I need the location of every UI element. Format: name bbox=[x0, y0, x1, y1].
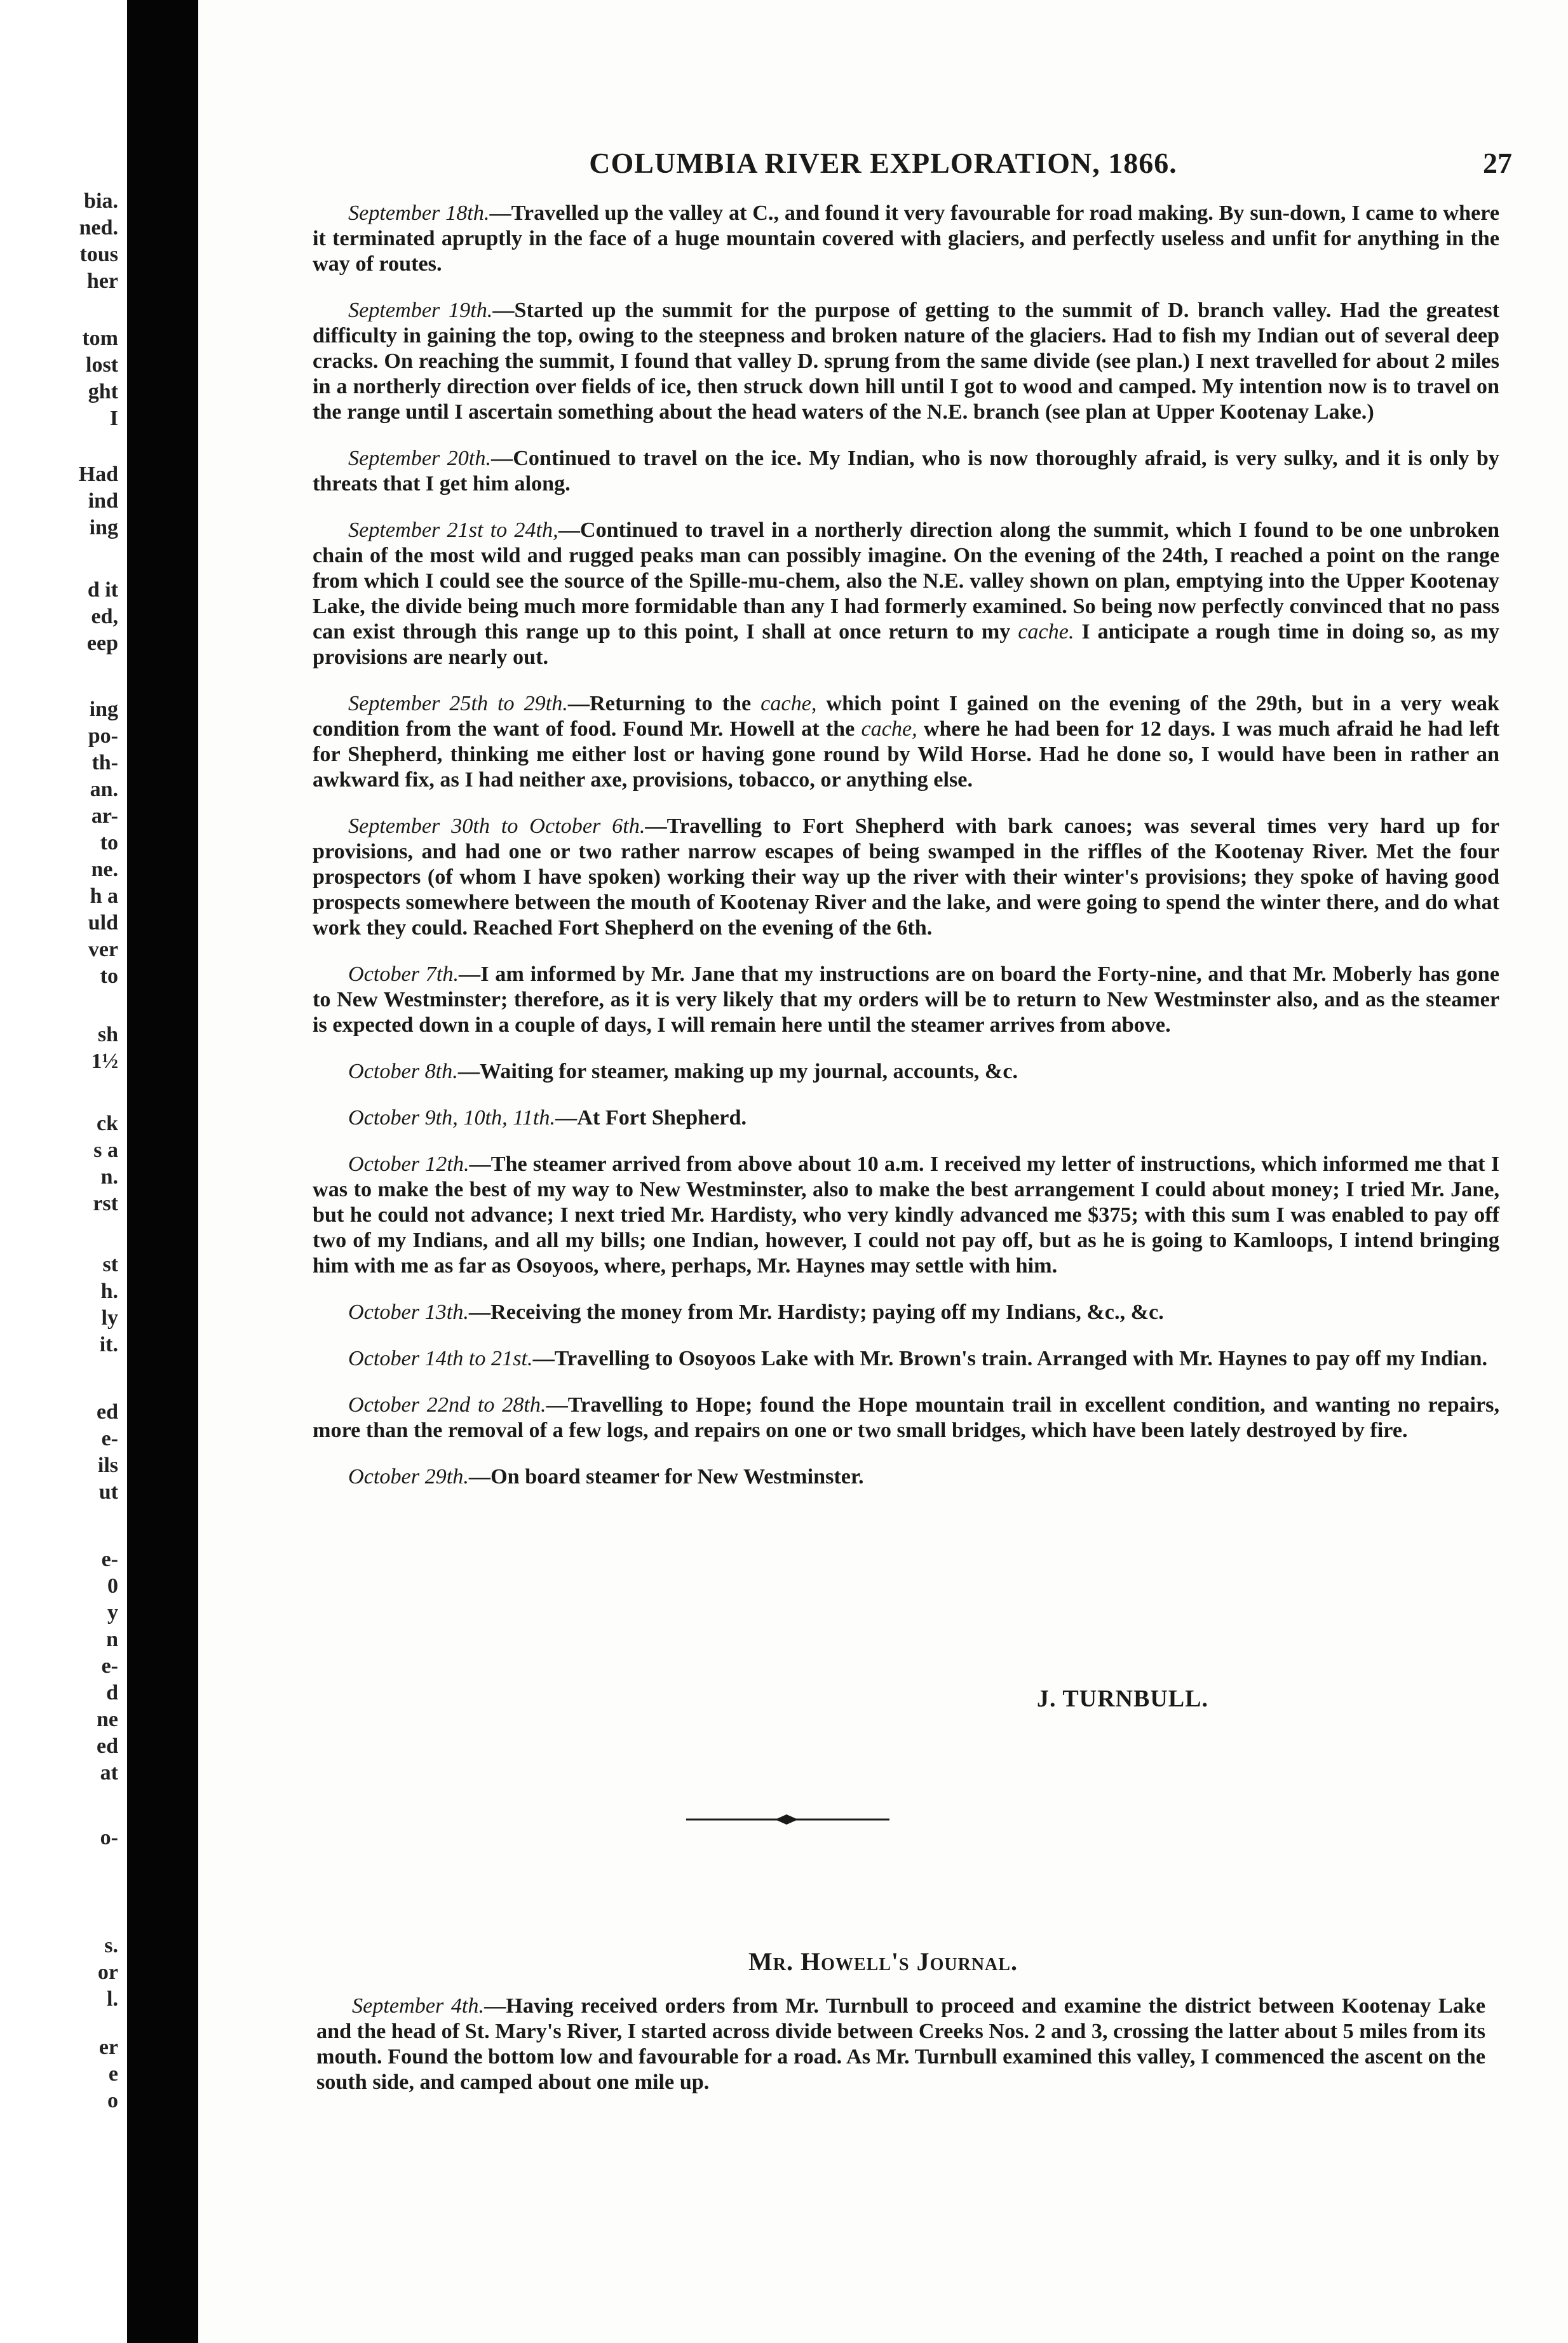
entry-date: October 12th. bbox=[348, 1152, 470, 1176]
signature: J. TURNBULL. bbox=[1037, 1685, 1208, 1712]
entry-date: September 4th. bbox=[352, 1994, 485, 2018]
entry-date: October 29th. bbox=[348, 1465, 469, 1489]
adjacent-page-fragment: to bbox=[100, 964, 118, 988]
adjacent-page-fragment: eep bbox=[86, 631, 118, 655]
adjacent-page-fragment: an. bbox=[90, 778, 118, 801]
adjacent-page-fragment: 0 bbox=[107, 1574, 118, 1598]
adjacent-page-fragment: ed bbox=[97, 1400, 118, 1424]
adjacent-page-fragment: her bbox=[86, 269, 118, 293]
entry-text: —Having received orders from Mr. Turnbull to proceed and examine the district between Kootenay Lake and the head of St. Mary's River, I started across divide between Creeks Nos. 2 and 3, crossing the latter about 5 miles from its mouth. Found the bottom low and favourable for a road. As Mr. Turnbull examined this valley, I commenced the ascent on the south side, and camped about one mile up. bbox=[316, 1994, 1485, 2094]
adjacent-page-fragment: y bbox=[107, 1601, 118, 1624]
journal-entry bbox=[316, 1994, 1485, 2095]
adjacent-page-fragment: n bbox=[106, 1628, 118, 1651]
entry-date: October 22nd to 28th. bbox=[348, 1393, 546, 1417]
adjacent-page-fragment: h. bbox=[100, 1280, 118, 1303]
entry-text: —Continued to travel in a northerly direction along the summit, which I found to be one unbroken chain of the most wild and rugged peaks man can possibly imagine. On the evening of the 24th, I reached a point on the range from which I could see the source of the Spille-mu-chem, also the N.E. valley shown on plan, emptying into the Upper Kootenay Lake, the divide being much more formidable than any I had formerly examined. So being now perfectly convinced that no pass can exist through this range up to this point, I shall at once return to my bbox=[313, 518, 1499, 644]
adjacent-page-fragment: l. bbox=[107, 1987, 118, 2011]
adjacent-page-fragment: o- bbox=[100, 1826, 118, 1849]
adjacent-page-fragment: ar- bbox=[91, 804, 118, 828]
entry-date: September 19th. bbox=[348, 299, 493, 322]
adjacent-page-fragment: ind bbox=[88, 489, 118, 513]
adjacent-page-fragment: ed bbox=[97, 1734, 118, 1758]
adjacent-page-fragment: d it bbox=[87, 578, 118, 602]
diary-entry bbox=[313, 1346, 1499, 1372]
adjacent-page-fragment: st bbox=[102, 1253, 118, 1276]
adjacent-page-fragment: po- bbox=[88, 724, 118, 748]
entry-text: —At Fort Shepherd. bbox=[555, 1106, 747, 1130]
adjacent-page-fragment: uld bbox=[88, 911, 118, 935]
running-title: COLUMBIA RIVER EXPLORATION, 1866. bbox=[589, 147, 1177, 179]
diary-entry bbox=[313, 691, 1499, 793]
diary-entry bbox=[313, 446, 1499, 497]
adjacent-page-fragment: e- bbox=[101, 1427, 118, 1450]
entry-date: September 20th. bbox=[348, 447, 491, 470]
section-divider-ornament bbox=[686, 1812, 889, 1827]
adjacent-page-fragment: s a bbox=[93, 1138, 118, 1162]
adjacent-page-fragment: it. bbox=[99, 1333, 118, 1356]
adjacent-page-fragment: I bbox=[109, 407, 118, 430]
entry-date: October 14th to 21st. bbox=[348, 1347, 533, 1370]
entry-text: —Continued to travel on the ice. My Indian, who is now thoroughly afraid, is very sulky, and it is only by threats that I get him along. bbox=[313, 447, 1499, 496]
adjacent-page-fragment: ne bbox=[97, 1708, 118, 1731]
entry-date: October 13th. bbox=[348, 1300, 469, 1324]
adjacent-page-fragment: s. bbox=[104, 1934, 118, 1957]
entry-text: —Started up the summit for the purpose of getting to the summit of D. branch valley. Had the greatest difficulty in gaining the top, owing to the steepness and broken nature of the glaciers. Had to fish my Indian out of several deep cracks. On reaching the summit, I found that valley D. sprung from the same divide (see plan.) I next travelled for about 2 miles in a northerly direction over fields of ice, then struck down hill until I got to wood and camped. My intention now is to travel on the range until I ascertain something about the head waters of the N.E. branch (see plan at Upper Kootenay Lake.) bbox=[313, 299, 1500, 424]
entry-date: September 18th. bbox=[348, 201, 490, 225]
entry-text: which point I gained on the evening of the 29th, but in a very weak condition from the want of food. Found Mr. Howell at the bbox=[313, 692, 1500, 741]
diary-entry bbox=[313, 1464, 1499, 1490]
adjacent-page-fragment: ght bbox=[88, 380, 118, 403]
entry-italic-word: cache. bbox=[1018, 620, 1074, 644]
adjacent-page-fragment: ils bbox=[97, 1454, 118, 1477]
entry-date: October 9th, 10th, 11th. bbox=[348, 1106, 556, 1130]
adjacent-page-fragment: n. bbox=[100, 1165, 118, 1189]
adjacent-page-fragment: ut bbox=[98, 1480, 118, 1504]
entry-date: September 30th to October 6th. bbox=[348, 814, 645, 838]
adjacent-page-fragment: ed, bbox=[91, 605, 118, 628]
adjacent-page-fragment: e bbox=[108, 2062, 118, 2086]
adjacent-page-fragment: ing bbox=[89, 698, 118, 721]
diary-entry bbox=[313, 962, 1499, 1038]
adjacent-page-fragment: ck bbox=[97, 1112, 118, 1135]
book-gutter bbox=[127, 0, 198, 2343]
adjacent-page-fragment: e- bbox=[101, 1548, 118, 1571]
entry-text: —Travelling to Hope; found the Hope mountain trail in excellent condition, and wanting no repairs, more than the removal of a few logs, and repairs on one or two small bridges, which have been lately destroyed by fire. bbox=[313, 1393, 1499, 1442]
entry-text: —Travelled up the valley at C., and found it very favourable for road making. By sun-down, I came to where it terminated apruptly in the face of a huge mountain covered with glaciers, and perfectly useless and unfit for anything in the way of routes. bbox=[313, 201, 1499, 276]
diary-entry bbox=[313, 1152, 1499, 1279]
entry-text: —Travelling to Osoyoos Lake with Mr. Brown's train. Arranged with Mr. Haynes to pay off my Indian. bbox=[532, 1347, 1488, 1370]
adjacent-page-fragment: ly bbox=[101, 1306, 118, 1330]
adjacent-page-fragment: h a bbox=[90, 884, 118, 908]
entry-text: I anticipate a rough time in doing so, as my provisions are nearly out. bbox=[313, 620, 1499, 669]
entry-text: —The steamer arrived from above about 10 a.m. I received my letter of instructions, which informed me that I was to make the best of my way to New Westminster, also to make the best arrangement I could about money; I tried Mr. Jane, but he could not advance; I next tried Mr. Hardisty, who very kindly advanced me $375; with this sum I was enabled to pay off two of my Indians, and all my bills; one Indian, however, I could not pay off, but as he is going to Kamloops, I intend bringing him with me as far as Osoyoos, where, perhaps, Mr. Haynes may settle with him. bbox=[313, 1152, 1500, 1278]
diary-entry bbox=[313, 201, 1499, 277]
adjacent-page-fragment: lost bbox=[86, 353, 118, 377]
journal-entries bbox=[316, 1994, 1485, 2116]
entry-text: —Travelling to Fort Shepherd with bark canoes; was several times very hard up for provisions, and had one or two rather narrow escapes of being swamped in the riffles of the Kootenay River. Met the four prospectors (of whom I have spoken) working their way up the river with their winter's provisions; they spoke of having good prospects somewhere between the mouth of Kootenay River and the lake, and were going to spend the winter there, and do what work they could. Reached Fort Shepherd on the evening of the 6th. bbox=[313, 814, 1499, 940]
adjacent-page-fragment: rst bbox=[93, 1192, 118, 1215]
adjacent-page-fragment: d bbox=[106, 1681, 118, 1705]
diary-entry bbox=[313, 1059, 1499, 1084]
adjacent-page-fragment: th- bbox=[91, 751, 118, 774]
adjacent-page-strip bbox=[0, 0, 127, 2343]
entry-text: —On board steamer for New Westminster. bbox=[468, 1465, 864, 1489]
diary-entry bbox=[313, 814, 1499, 941]
adjacent-page-fragment: er bbox=[98, 2036, 118, 2059]
adjacent-page-fragment: to bbox=[100, 831, 118, 854]
adjacent-page-fragment: tous bbox=[79, 243, 118, 266]
entry-text: —I am informed by Mr. Jane that my instructions are on board the Forty-nine, and that Mr. Moberly has gone to New Westminster; therefore, as it is very likely that my orders will be to return to New Westminster also, and as the steamer is expected down in a couple of days, I will remain here until the steamer arrives from above. bbox=[313, 962, 1499, 1037]
page-header bbox=[198, 146, 1568, 191]
adjacent-page-fragment: o bbox=[107, 2089, 118, 2112]
diary-entry bbox=[313, 1300, 1499, 1325]
entry-text: —Receiving the money from Mr. Hardisty; paying off my Indians, &c., &c. bbox=[468, 1300, 1164, 1324]
diary-entry bbox=[313, 1393, 1499, 1443]
entry-date: September 25th to 29th. bbox=[348, 692, 568, 715]
diary-entry bbox=[313, 298, 1499, 425]
entry-italic-word: cache, bbox=[760, 692, 817, 715]
entry-date: September 21st to 24th, bbox=[348, 518, 558, 542]
adjacent-page-fragment: ned. bbox=[79, 216, 118, 240]
entry-date: October 7th. bbox=[348, 962, 459, 986]
entry-text: where he had been for 12 days. I was much afraid he had left for Shepherd, thinking me either lost or having gone round by Wild Horse. Had he done so, I would have been in rather an awkward fix, as I had neither axe, provisions, tobacco, or anything else. bbox=[313, 717, 1500, 792]
adjacent-page-fragment: ver bbox=[88, 938, 118, 961]
adjacent-page-fragment: ing bbox=[89, 516, 118, 539]
adjacent-page-fragment: at bbox=[100, 1761, 118, 1785]
adjacent-page-fragment: tom bbox=[82, 327, 118, 350]
entry-text: —Returning to the bbox=[567, 692, 761, 715]
adjacent-page-fragment: e- bbox=[101, 1654, 118, 1678]
adjacent-page-fragment: Had bbox=[78, 463, 118, 486]
entry-date: October 8th. bbox=[348, 1060, 458, 1083]
adjacent-page-fragment: bia. bbox=[84, 189, 118, 213]
adjacent-page-fragment: 1½ bbox=[91, 1050, 118, 1073]
diary-entry bbox=[313, 1105, 1499, 1131]
adjacent-page-fragment: or bbox=[97, 1961, 118, 1984]
adjacent-page-fragment: ne. bbox=[91, 858, 118, 881]
entry-text: —Waiting for steamer, making up my journal, accounts, &c. bbox=[457, 1060, 1018, 1083]
entry-italic-word: cache, bbox=[861, 717, 917, 741]
journal-title: Mr. Howell's Journal. bbox=[748, 1947, 1018, 1976]
diary-entry bbox=[313, 518, 1499, 670]
diary-entries bbox=[313, 201, 1499, 1511]
page-number: 27 bbox=[1483, 147, 1512, 179]
document-page bbox=[198, 0, 1568, 2343]
adjacent-page-fragment: sh bbox=[97, 1023, 118, 1046]
